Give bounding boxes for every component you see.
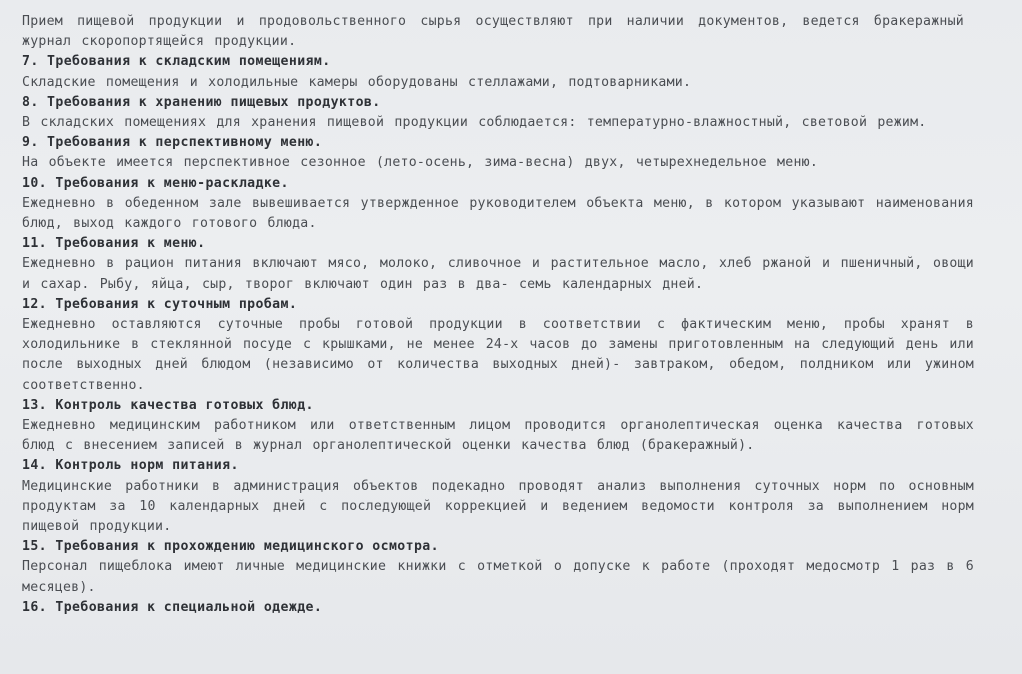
section-8-text: В складских помещениях для хранения пищевой продукции соблюдается: температурно-влажностный, световой режим.	[22, 115, 927, 131]
section-15-heading: 15. Требования к прохождению медицинского осмотра.	[22, 539, 439, 555]
section-9-heading: 9. Требования к перспективному меню.	[22, 135, 323, 151]
section-13-heading: 13. Контроль качества готовых блюд.	[22, 397, 314, 413]
intro-paragraph: Прием пищевой продукции и продовольственного сырья осуществляют при наличии документов, ведется бракеражный журнал скоропортящейся продукции.	[22, 14, 964, 50]
section-14-heading: 14. Контроль норм питания.	[22, 458, 239, 474]
section-10-text: Ежедневно в обеденном зале вывешивается утвержденное руководителем объекта меню, в котором указывают наименования блюд, выход каждого готового блюда.	[22, 195, 974, 232]
section-12-heading: 12. Требования к суточным пробам.	[22, 296, 298, 312]
section-11-heading: 11. Требования к меню.	[22, 236, 206, 252]
section-13-text: Ежедневно медицинским работником или ответственным лицом проводится органолептическая оценка качества готовых блюд с внесением записей в журнал органолептической оценки качества блюд (бракеражный).	[22, 418, 974, 454]
section-9-text: На объекте имеется перспективное сезонное (лето-осень, зима-весна) двух, четырехнедельное меню.	[22, 155, 819, 171]
section-8-heading: 8. Требования к хранению пищевых продуктов.	[22, 94, 381, 110]
section-10-heading: 10. Требования к меню-раскладке.	[22, 175, 289, 191]
section-7-text: Складские помещения и холодильные камеры оборудованы стеллажами, подтоварниками.	[22, 74, 692, 90]
section-11-text: Ежедневно в рацион питания включают мясо, молоко, сливочное и растительное масло, хлеб ржаной и пшеничный, овощи и сахар. Рыбу, яйца, сыр, творог включают один раз в два- семь календарных дней.	[22, 256, 974, 292]
section-7-heading: 7. Требования к складским помещениям.	[22, 54, 331, 70]
section-14-text: Медицинские работники в администрация объектов подекадно проводят анализ выполнения суточных норм по основным продуктам за 10 календарных дней с последующей коррекцией и ведением ведомости контроля за выполнением норм пищевой продукции.	[22, 478, 974, 535]
section-12-text: Ежедневно оставляются суточные пробы готовой продукции в соответствии с фактическим меню, пробы хранят в холодильнике в стеклянной посуде с крышками, не менее 24-х часов до замены приготовленным на следующий день или после выходных дней блюдом (независимо от количества выходных дней)- завтраком, обедом, полдником или ужином соответственно.	[22, 317, 974, 393]
section-15-text: Персонал пищеблока имеют личные медицинские книжки с отметкой о допуске к работе (проходят медосмотр 1 раз в 6 месяцев).	[22, 559, 974, 595]
section-16-heading: 16. Требования к специальной одежде.	[22, 599, 323, 615]
